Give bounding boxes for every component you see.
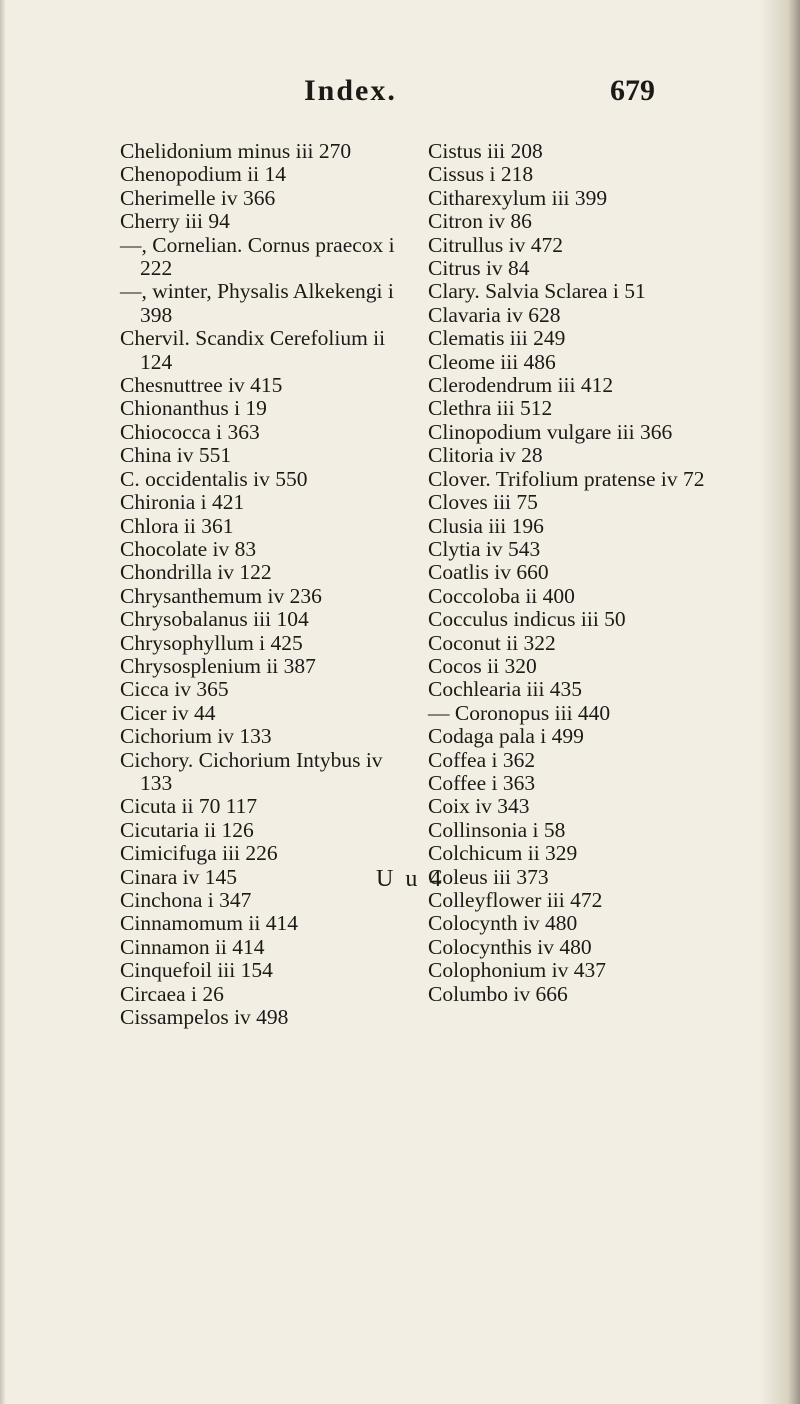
index-entry: Clary. Salvia Sclarea i 51 bbox=[428, 279, 646, 304]
index-entry: Coconut ii 322 bbox=[428, 630, 556, 655]
index-entry: Chrysobalanus iii 104 bbox=[120, 607, 309, 632]
index-entry: Cinchona i 347 bbox=[120, 888, 252, 912]
index-entry: Clusia iii 196 bbox=[428, 513, 544, 538]
page-left-edge bbox=[0, 0, 6, 1404]
index-entry: Clytia iv 543 bbox=[428, 536, 541, 561]
index-entry: Cicca iv 365 bbox=[120, 677, 229, 702]
index-entry: Cherimelle iv 366 bbox=[120, 185, 276, 210]
index-entry: Citrus iv 84 bbox=[428, 256, 530, 281]
index-entry: Cleome iii 486 bbox=[428, 349, 556, 374]
index-entry: Chrysosplenium ii 387 bbox=[120, 653, 316, 678]
index-entry: Cicutaria ii 126 bbox=[120, 817, 254, 842]
index-entry: Chervil. Scandix Cerefolium ii 124 bbox=[120, 326, 386, 374]
index-entry: C. occidentalis iv 550 bbox=[120, 466, 308, 491]
index-entry: Coleus iii 373 bbox=[428, 864, 549, 889]
index-entry: Cocculus indicus iii 50 bbox=[428, 607, 626, 632]
index-entry: Cloves iii 75 bbox=[428, 490, 538, 515]
index-entry: Chionanthus i 19 bbox=[120, 396, 267, 421]
index-entry: Cimicifuga iii 226 bbox=[120, 841, 278, 866]
index-entry: Chrysanthemum iv 236 bbox=[120, 583, 322, 608]
index-entry: Chondrilla iv 122 bbox=[120, 560, 272, 585]
index-entry: Colleyflower iii 472 bbox=[428, 888, 603, 912]
index-entry: Cinara iv 145 bbox=[120, 864, 238, 889]
index-entry: Chenopodium ii 14 bbox=[120, 162, 287, 187]
index-entry: Cicuta ii 70 117 bbox=[120, 794, 258, 819]
page-right-edge bbox=[760, 0, 800, 1404]
index-entry: Coffee i 363 bbox=[428, 770, 536, 795]
index-entry: Cherry iii 94 bbox=[120, 209, 230, 234]
index-entry: Chironia i 421 bbox=[120, 490, 245, 515]
index-entry: Chocolate iv 83 bbox=[120, 536, 257, 561]
index-entry: Coffea i 362 bbox=[428, 747, 536, 772]
page-number: 679 bbox=[610, 74, 655, 107]
index-column-right bbox=[428, 140, 748, 1006]
signature-mark: U u 4 bbox=[376, 866, 445, 892]
index-entry: Colocynthis iv 480 bbox=[428, 934, 592, 959]
index-entry: Columbo iv 666 bbox=[428, 981, 568, 1006]
index-entry: Cinquefoil iii 154 bbox=[120, 958, 273, 983]
index-entry: Clematis iii 249 bbox=[428, 326, 566, 351]
index-entry: Citron iv 86 bbox=[428, 209, 532, 234]
index-entry: Collinsonia i 58 bbox=[428, 817, 566, 842]
index-entry: Colchicum ii 329 bbox=[428, 841, 578, 866]
index-entry: Clover. Trifolium pratense iv 72 bbox=[428, 466, 705, 491]
index-entry: Cissus i 218 bbox=[428, 162, 534, 187]
index-entry: Chlora ii 361 bbox=[120, 513, 234, 538]
index-entry: Cocos ii 320 bbox=[428, 653, 537, 678]
running-head bbox=[0, 70, 800, 114]
index-entry: —, winter, Physalis Alkekengi i 398 bbox=[120, 279, 394, 327]
index-entry: Cichorium iv 133 bbox=[120, 724, 272, 749]
index-entry: Circaea i 26 bbox=[120, 981, 224, 1006]
index-entry: — Coronopus iii 440 bbox=[428, 700, 611, 725]
index-entry: Colocynth iv 480 bbox=[428, 911, 578, 936]
index-entry: Chrysophyllum i 425 bbox=[120, 630, 303, 655]
index-entry: Clitoria iv 28 bbox=[428, 443, 543, 468]
index-entry: Cicer iv 44 bbox=[120, 700, 216, 725]
index-entry: Cinnamomum ii 414 bbox=[120, 911, 298, 936]
index-entry: Chiococca i 363 bbox=[120, 419, 260, 444]
index-entry: Chelidonium minus iii 270 bbox=[120, 139, 352, 163]
index-entry: Citharexylum iii 399 bbox=[428, 185, 608, 210]
index-entry: Cistus iii 208 bbox=[428, 139, 543, 163]
index-entry: Colophonium iv 437 bbox=[428, 958, 606, 983]
index-entry: Coatlis iv 660 bbox=[428, 560, 549, 585]
index-entry: Clavaria iv 628 bbox=[428, 302, 561, 327]
index-entry: Coccoloba ii 400 bbox=[428, 583, 575, 608]
index-entry: Cochlearia iii 435 bbox=[428, 677, 583, 702]
index-entry: China iv 551 bbox=[120, 443, 232, 468]
index-entry: Clethra iii 512 bbox=[428, 396, 553, 421]
index-entry: Codaga pala i 499 bbox=[428, 724, 584, 749]
index-entry: Citrullus iv 472 bbox=[428, 232, 563, 257]
page-title: Index. bbox=[304, 74, 397, 107]
index-entry: Cichory. Cichorium Intybus iv 133 bbox=[120, 747, 383, 795]
index-entry: Clinopodium vulgare iii 366 bbox=[428, 419, 673, 444]
index-entry: Cinnamon ii 414 bbox=[120, 934, 265, 959]
index-entry: Cissampelos iv 498 bbox=[120, 1005, 289, 1030]
index-entry: Clerodendrum iii 412 bbox=[428, 373, 614, 398]
index-column-left bbox=[120, 140, 395, 1029]
index-entry: Coix iv 343 bbox=[428, 794, 530, 819]
index-entry: —, Cornelian. Cornus praecox i 222 bbox=[120, 232, 395, 281]
index-entry: Chesnuttree iv 415 bbox=[120, 373, 283, 398]
